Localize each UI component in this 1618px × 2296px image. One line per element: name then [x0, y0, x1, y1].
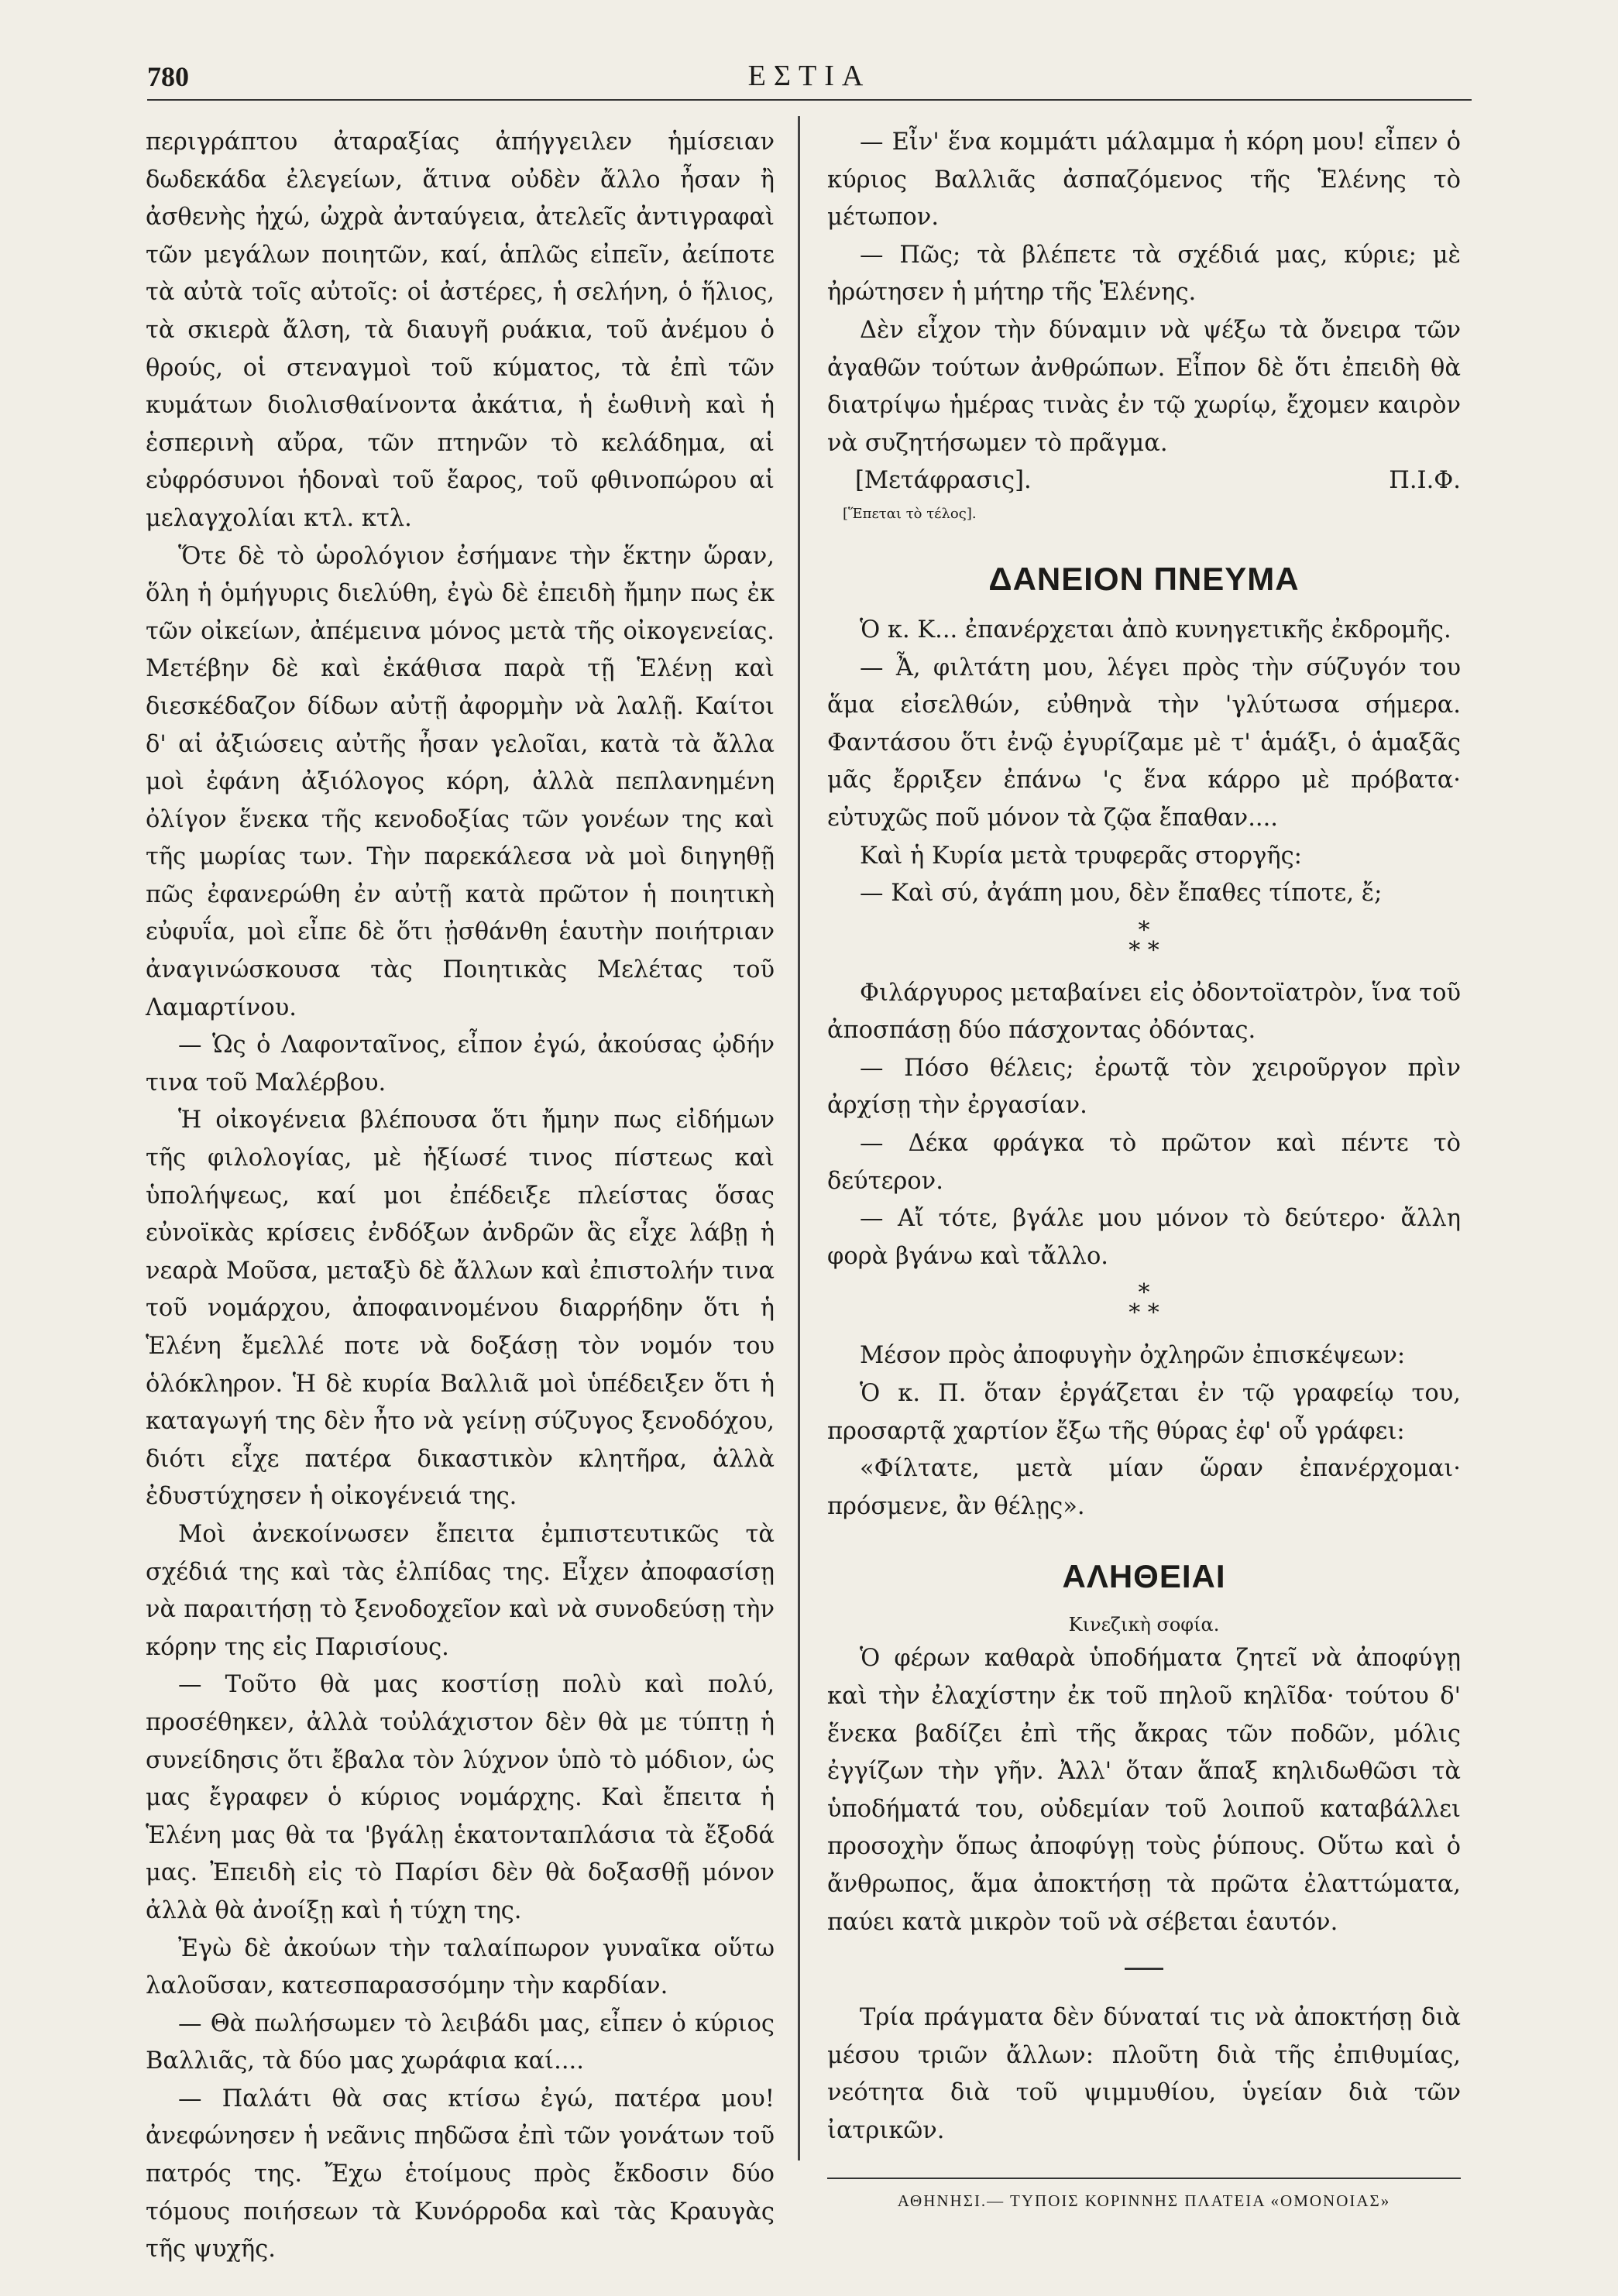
paragraph: — Πόσο θέλεις; ἐρωτᾷ τὸν χειροῦργον πρὶν ἀρχίσῃ τὴν ἐργασίαν. [827, 1054, 1461, 1120]
page-number: 780 [147, 61, 189, 92]
paragraph: Ὅτε δὲ τὸ ὡρολόγιον ἐσήμανε τὴν ἕκτην ὥραν, ὅλη ἡ ὁμήγυρις διελύθη, ἐγὼ δὲ ἐπειδὴ ἤμην πως ἐκ τῶν οἰκείων, ἀπέμεινα μόνος μετὰ τῆς οἰκογενείας. Μετέβην δὲ καὶ ἐκάθισα παρὰ τῇ Ἑλένῃ καὶ διεσκέδαζον δίδων αὐτῇ ἀφορμὴν νὰ λαλῇ. Καίτοι δ' αἱ ἀξιώσεις αὐτῆς ἦσαν γελοῖαι, κατὰ τὰ ἄλλα μοὶ ἐφάνη ἀξιόλογος κόρη, ἀλλὰ πεπλανημένη ὀλίγον ἕνεκα τῆς κενοδοξίας τῶν γονέων της καὶ τῆς μωρίας των. Τὴν παρεκάλεσα νὰ μοὶ διηγηθῇ πῶς ἐφανερώθη ἐν αὐτῇ κατὰ πρῶτον ἡ ποιητικὴ εὐφυΐα, μοὶ εἶπε δὲ ὅτι ᾐσθάνθη ἑαυτὴν ποιήτριαν ἀναγινώσκουσα τὰς Ποιητικὰς Μελέτας τοῦ Λαμαρτίνου. [146, 542, 775, 1021]
header-rule [147, 99, 1472, 101]
footer-rule [827, 2178, 1461, 2179]
section-title-aletheiai: ΑΛΗΘΕΙΑΙ [1062, 1558, 1226, 1595]
asterism: * * * [1128, 916, 1159, 964]
paragraph: Ἐγὼ δὲ ἀκούων τὴν ταλαίπωρον γυναῖκα οὕτω λαλοῦσαν, κατεσπαρασσόμην τὴν καρδίαν. [146, 1934, 775, 2000]
paragraph: Φιλάργυρος μεταβαίνει εἰς ὀδοντοϊατρὸν, ἵνα τοῦ ἀποσπάσῃ δύο πάσχοντας ὀδόντας. [827, 979, 1461, 1045]
paragraph: — Καὶ σύ, ἀγάπη μου, δὲν ἔπαθες τίποτε, ἔ; [860, 880, 1383, 908]
paragraph: — Παλάτι θὰ σας κτίσω ἐγώ, πατέρα μου! ἀνεφώνησεν ἡ νεᾶνις πηδῶσα ἐπὶ τῶν γονάτων τοῦ πατρός της. Ἔχω ἑτοίμους πρὸς ἔκδοσιν δύο τόμους ποιήσεων τὰ Κυνόρροδα καὶ τὰς Κραυγὰς τῆς ψυχῆς. [146, 2085, 775, 2263]
paragraph: Ὁ κ. Κ... ἐπανέρχεται ἀπὸ κυνηγετικῆς ἐκδρομῆς. [860, 616, 1451, 643]
paragraph: — Ὡς ὁ Λαφονταῖνος, εἶπον ἐγώ, ἀκούσας ᾠδήν τινα τοῦ Μαλέρβου. [146, 1031, 775, 1097]
signature-initials: Π.Ι.Φ. [1389, 467, 1461, 495]
paragraph: Ἡ οἰκογένεια βλέπουσα ὅτι ἤμην πως εἰδήμων τῆς φιλολογίας, μὲ ἠξίωσέ τινος πίστεως καὶ ὑπολήψεως, καί μοι ἐπέδειξε πλείστας ὅσας εὐνοϊκὰς κρίσεις ἐνδόξων ἀνδρῶν ἃς εἶχε λάβῃ ἡ νεαρὰ Μοῦσα, μεταξὺ δὲ ἄλλων καὶ ἐπιστολήν τινα τοῦ νομάρχου, ἀποφαινομένου διαρρήδην ὅτι ἡ Ἑλένη ἔμελλέ ποτε νὰ δοξάσῃ τὸν νομόν του ὁλόκληρον. Ἡ δὲ κυρία Βαλλιᾶ μοὶ ὑπέδειξεν ὅτι ἡ καταγωγή της δὲν ἦτο νὰ γείνῃ σύζυγος ξενοδόχου, διότι εἶχε πατέρα δικαστικὸν κλητῆρα, ἀλλὰ ἐδυστύχησεν ἡ οἰκογένειά της. [146, 1107, 775, 1511]
paragraph: Ὁ φέρων καθαρὰ ὑποδήματα ζητεῖ νὰ ἀποφύγῃ καὶ τὴν ἐλαχίστην ἐκ τοῦ πηλοῦ κηλῖδα· τούτου δ' ἕνεκα βαδίζει ἐπὶ τῆς ἄκρας τῶν ποδῶν, μόλις ἐγγίζων τὴν γῆν. Ἀλλ' ὅταν ἅπαξ κηλιδωθῶσι τὰ ὑποδήματά του, οὐδεμίαν τοῦ λοιποῦ καταβάλλει προσοχὴν ὅπως ἀποφύγῃ τοὺς ῥύπους. Οὕτω καὶ ὁ ἄνθρωπος, ἅμα ἀποκτήσῃ τὰ πρῶτα ἐλαττώματα, παύει κατὰ μικρὸν τοῦ νὰ σέβεται ἑαυτόν. [827, 1645, 1461, 1936]
paragraph: Ὁ κ. Π. ὅταν ἐργάζεται ἐν τῷ γραφείῳ του, προσαρτᾷ χαρτίον ἔξω τῆς θύρας ἐφ' οὗ γράφει: [827, 1380, 1461, 1445]
paragraph: — Πῶς; τὰ βλέπετε τὰ σχέδιά μας, κύριε; μὲ ἠρώτησεν ἡ μήτηρ τῆς Ἑλένης. [827, 241, 1461, 307]
paragraph: περιγράπτου ἀταραξίας ἀπήγγειλεν ἡμίσειαν δωδεκάδα ἐλεγείων, ἅτινα οὐδὲν ἄλλο ἦσαν ἢ ἀσθενὴς ἠχώ, ὠχρὰ ἀνταύγεια, ἀτελεῖς ἀντιγραφαὶ τῶν μεγάλων ποιητῶν, καί, ἁπλῶς εἰπεῖν, ἀείποτε τὰ αὐτὰ τοῖς αὐτοῖς: οἱ ἀστέρες, ἡ σελήνη, ὁ ἥλιος, τὰ σκιερὰ ἄλση, τὰ διαυγῆ ρυάκια, τοῦ ἀνέμου ὁ θρούς, οἱ στεναγμοὶ τοῦ κύματος, τὰ ἐπὶ τῶν κυμάτων διολισθαίνοντα ἀκάτια, ἡ ἑωθινὴ καὶ ἡ ἑσπερινὴ αὔρα, τῶν πτηνῶν τὸ κελάδημα, αἱ εὐφρόσυνοι ἡδοναὶ τοῦ ἔαρος, τοῦ φθινοπώρου αἱ μελαγχολίαι κτλ. κτλ. [146, 129, 775, 532]
paragraph: — Αἴ τότε, βγάλε μου μόνον τὸ δεύτερο· ἄλλη φορὰ βγάνω καὶ τἄλλο. [827, 1205, 1461, 1270]
paragraph: Μέσον πρὸς ἀποφυγὴν ὀχληρῶν ἐπισκέψεων: [860, 1342, 1406, 1370]
paragraph: — Δέκα φράγκα τὸ πρῶτον καὶ πέντε τὸ δεύτερον. [827, 1130, 1461, 1195]
printer-imprint: ΑΘΗΝΗΣΙ.— ΤΥΠΟΙΣ ΚΟΡΙΝΝΗΣ ΠΛΑΤΕΙΑ «ΟΜΟΝΟΙΑΣ» [897, 2191, 1391, 2210]
paragraph: Μοὶ ἀνεκοίνωσεν ἔπειτα ἐμπιστευτικῶς τὰ σχέδιά της καὶ τὰς ἐλπίδας της. Εἶχεν ἀποφασίσῃ νὰ παραιτήσῃ τὸ ξενοδοχεῖον καὶ νὰ συνοδεύσῃ τὴν κόρην της εἰς Παρισίους. [146, 1520, 775, 1661]
left-column [146, 124, 775, 2269]
running-title: ΕΣΤΙΑ [747, 60, 871, 92]
column-divider [798, 116, 800, 2160]
paragraph: «Φίλτατε, μετὰ μίαν ὥραν ἐπανέρχομαι· πρόσμενε, ἂν θέλῃς». [827, 1455, 1461, 1520]
separator-rule [1125, 1968, 1163, 1970]
signature-note: [Μετάφρασις]. [855, 467, 1032, 495]
paragraph: — Εἶν' ἕνα κομμάτι μάλαμμα ἡ κόρη μου! εἶπεν ὁ κύριος Βαλλιᾶς ἀσπαζόμενος τῆς Ἑλένης τὸ μέτωπον. [827, 129, 1461, 232]
asterism: * * * [1128, 1279, 1159, 1327]
paragraph: Καὶ ἡ Κυρία μετὰ τρυφερᾶς στοργῆς: [860, 842, 1302, 870]
paragraph: — Θὰ πωλήσωμεν τὸ λειβάδι μας, εἶπεν ὁ κύριος Βαλλιᾶς, τὰ δύο μας χωράφια καί.... [146, 2009, 775, 2075]
page-header [147, 56, 1472, 102]
paragraph: Δὲν εἶχον τὴν δύναμιν νὰ ψέξω τὰ ὄνειρα τῶν ἀγαθῶν τούτων ἀνθρώπων. Εἶπον δὲ ὅτι ἐπειδὴ θὰ διατρίψω ἡμέρας τινὰς ἐν τῷ χωρίῳ, ἔχομεν καιρὸν νὰ συζητήσωμεν τὸ πρᾶγμα. [827, 316, 1461, 457]
paragraph: — Τοῦτο θὰ μας κοστίσῃ πολὺ καὶ πολύ, προσέθηκεν, ἀλλὰ τοὐλάχιστον δὲν θὰ με τύπτῃ ἡ συνείδησις ὅτι ἔβαλα τὸν λύχνον ὑπὸ τὸ μόδιον, ὡς μας ἔγραφεν ὁ κύριος νομάρχης. Καὶ ἔπειτα ἡ Ἑλένη μας θὰ τα 'βγάλῃ ἑκατονταπλάσια τὰ ἔξοδά μας. Ἐπειδὴ εἰς τὸ Παρίσι δὲν θὰ δοξασθῇ μόνον ἀλλὰ θὰ ἀνοίξῃ καὶ ἡ τύχη της. [146, 1671, 775, 1924]
paragraph: — Ἆ, φιλτάτη μου, λέγει πρὸς τὴν σύζυγόν του ἅμα εἰσελθών, εὐθηνὰ τὴν 'γλύτωσα σήμερα. Φαντάσου ὅτι ἐνῷ ἐγυρίζαμε μὲ τ' ἁμάξι, ὁ ἁμαξᾶς μᾶς ἔρριξεν ἐπάνω 'ς ἕνα κάρρο μὲ πρόβατα· εὐτυχῶς ποῦ μόνον τὰ ζῷα ἔπαθαν.... [827, 654, 1461, 832]
right-column [827, 124, 1461, 2150]
section-subtitle: Κινεζικὴ σοφία. [1068, 1614, 1220, 1636]
continued-note: [Ἕπεται τὸ τέλος]. [843, 505, 977, 522]
section-title-daneion: ΔΑΝΕΙΟΝ ΠΝΕΥΜΑ [988, 560, 1300, 597]
paragraph: Τρία πράγματα δὲν δύναταί τις νὰ ἀποκτήσῃ διὰ μέσου τριῶν ἄλλων: πλοῦτη διὰ τῆς ἐπιθυμίας, νεότητα διὰ τοῦ ψιμμυθίου, ὑγείαν διὰ τῶν ἰατρικῶν. [827, 2004, 1461, 2144]
signature-row [827, 462, 1461, 500]
